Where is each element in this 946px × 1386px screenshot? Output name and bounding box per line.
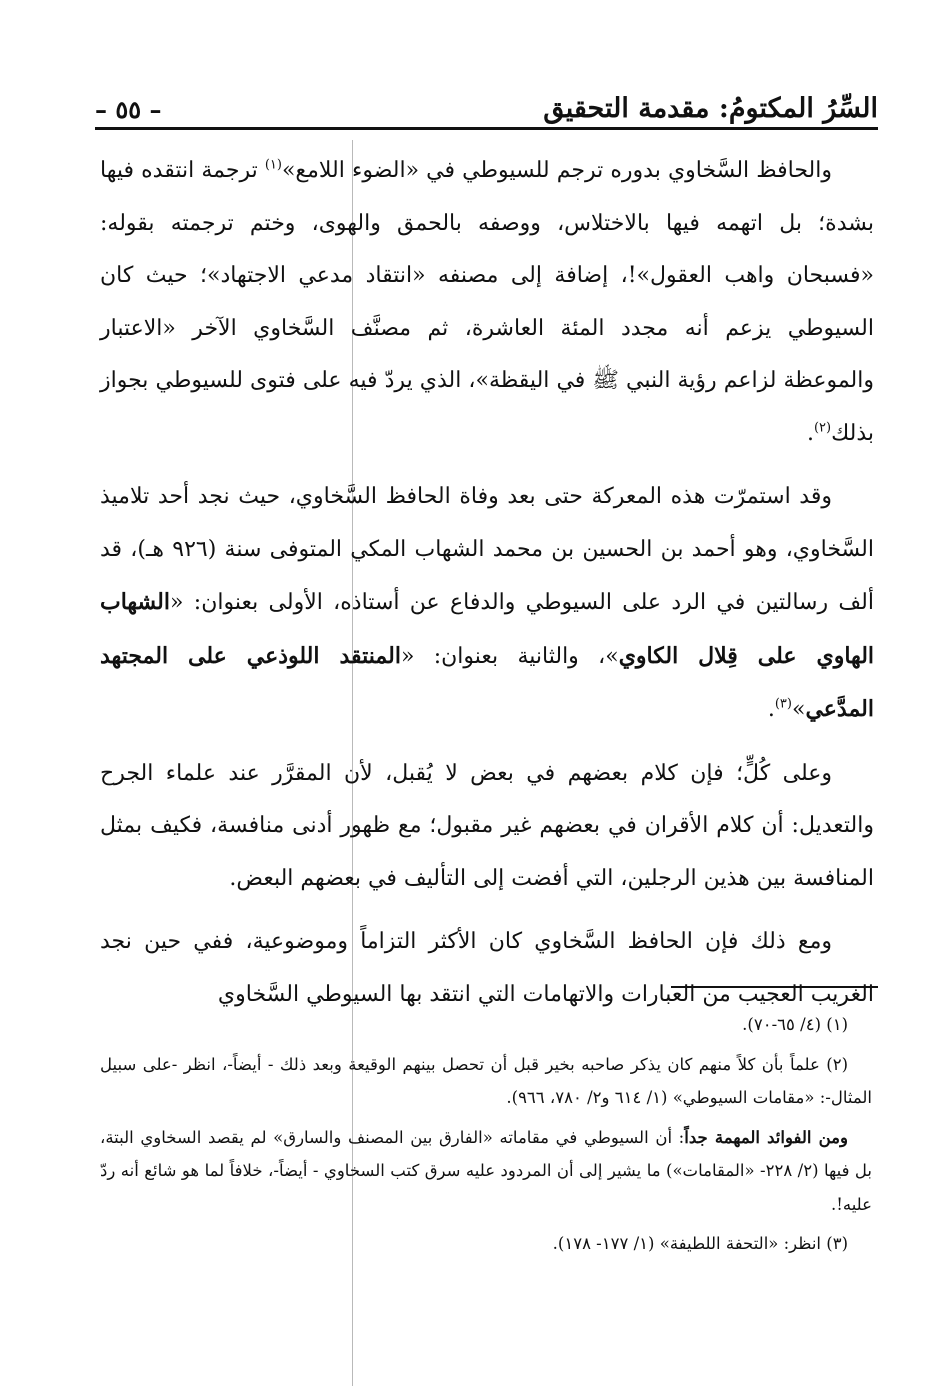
paragraph-1-start: والحافظ السَّخاوي بدوره ترجم للسيوطي في «الضوء اللامع» bbox=[281, 158, 832, 183]
footnote-2-note-lead: ومن الفوائد المهمة جداً bbox=[684, 1127, 848, 1147]
book-title-1: الشهاب الهاوي على قِلال الكاوي bbox=[100, 589, 875, 669]
paragraph-2-close: » bbox=[791, 697, 806, 722]
main-text bbox=[100, 145, 874, 1021]
footnotes bbox=[100, 1008, 872, 1267]
page-number: – ٥٥ – bbox=[95, 95, 162, 124]
footnote-1: (١) (٤/ ٦٥-٧٠). bbox=[742, 1015, 848, 1034]
footnote-3: (٣) انظر: «التحفة اللطيفة» (١/ ١٧٧- ١٧٨). bbox=[552, 1234, 848, 1253]
paragraph-4: ومع ذلك فإن الحافظ السَّخاوي كان الأكثر التزاماً وموضوعية، ففي حين نجد الغريب العجيب من العبارات والاتهامات التي انتقد بها السيوطي السَّخاوي bbox=[100, 929, 874, 1007]
footnote-ref-3: (٣) bbox=[774, 696, 792, 712]
book-title-2: المنتقد اللوذعي على المجتهد المدَّعي bbox=[100, 642, 874, 722]
paragraph-1-end: . bbox=[806, 420, 814, 446]
paragraph-2-mid: »، والثانية بعنوان: « bbox=[400, 643, 619, 669]
footnote-2-note-text: : أن السيوطي في مقاماته «الفارق بين المصنف والسارق» لم يقصد السخاوي البتة، بل فيها (٢/ ٢٢٨- «المقامات») ما يشير إلى أن المردود عليه سرق كتب السخاوي - أيضاً-، خلافاً لما هو شائع أنه ردّ عليه!. bbox=[100, 1127, 873, 1214]
footnote-ref-2: (٢) bbox=[813, 420, 832, 436]
paragraph-2-start: وقد استمرّت هذه المعركة حتى بعد وفاة الحافظ السَّخاوي، حيث نجد أحد تلاميذ السَّخاوي، وهو أحمد بن الحسين بن محمد الشهاب المكي المتوفى سنة (٩٢٦ هـ)، قد ألف رسالتين في الرد على السيوطي والدفاع عن أستاذه، الأولى بعنوان: « bbox=[100, 484, 874, 615]
paragraph-3: وعلى كُلٍّ؛ فإن كلام بعضهم في بعض لا يُقبل، لأن المقرَّر عند علماء الجرح والتعديل: أن كلام الأقران في بعضهم غير مقبول؛ مع ظهور أدنى منافسة، فكيف بمثل المنافسة بين هذين الرجلين، التي أفضت إلى التأليف في بعضهم البعض. bbox=[100, 760, 874, 891]
running-title: السِّرُ المكتومُ: مقدمة التحقيق bbox=[543, 93, 878, 124]
paragraph-1 bbox=[100, 145, 874, 460]
paragraph-1-body: ترجمة انتقده فيها بشدة؛ بل اتهمه فيها بالاختلاس، ووصفه بالحمق والهوى، وختم ترجمته بقوله: «فسبحان واهب العقول»!، إضافة إلى مصنفه «انتقاد مدعي الاجتهاد»؛ حيث كان السيوطي يزعم أنه مجدد المئة العاشرة، ثم مصنَّف السَّخاوي الآخر «الاعتبار والموعظة لزاعم رؤية النبي ﷺ في اليقظة»، الذي يردّ فيه على فتوى للسيوطي بجواز بذلك bbox=[100, 158, 874, 446]
paragraph-2-end: . bbox=[767, 697, 775, 722]
paragraph-2 bbox=[100, 471, 874, 737]
footnote-2: (٢) علماً بأن كلاً منهم كان يذكر صاحبه بخير قبل أن تحصل بينهم الوقيعة وبعد ذلك - أيضاً-، انظر -على سبيل المثال-: «مقامات السيوطي» (١/ ٦١٤ و٢/ ٧٨٠، ٩٦٦). bbox=[100, 1054, 872, 1107]
header-rule bbox=[95, 127, 878, 130]
footnote-2-note bbox=[100, 1121, 872, 1222]
footnote-separator bbox=[671, 986, 878, 988]
footnote-ref-1: (١) bbox=[264, 157, 282, 173]
page-header bbox=[95, 80, 878, 124]
